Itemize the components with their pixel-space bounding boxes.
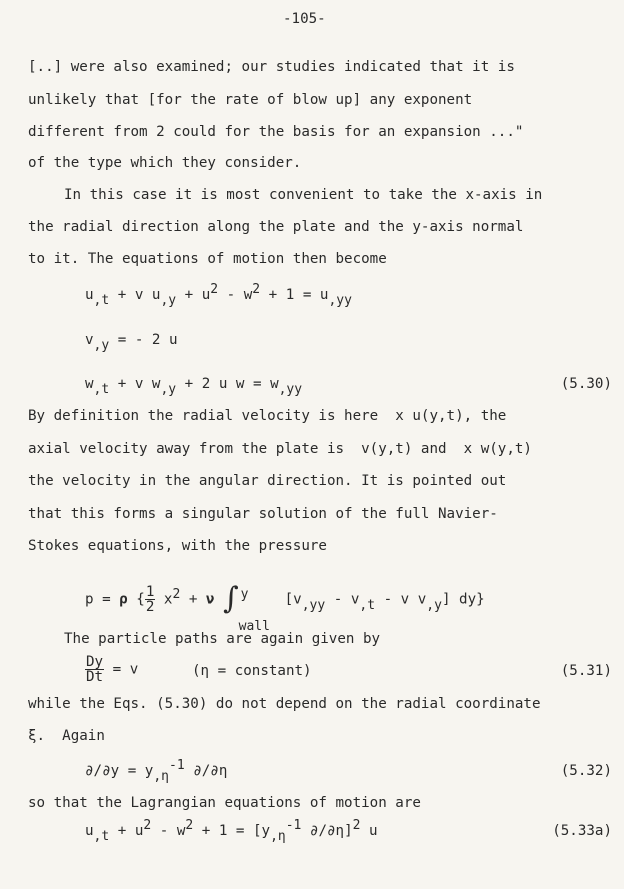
equation-number: (5.32) [560, 763, 612, 779]
equation-v: v,y = - 2 u [85, 332, 178, 353]
text-line: the radial direction along the plate and the y-axis normal [28, 219, 524, 235]
equation-derivative: ∂/∂y = y,η-1 ∂/∂η [85, 758, 228, 784]
equation-w: w,t + v w,y + 2 u w = w,yy [85, 376, 303, 397]
equation-number: (5.30) [560, 376, 612, 392]
text-line: different from 2 could for the basis for an expansion ..." [28, 124, 524, 140]
text-line: unlikely that [for the rate of blow up] any exponent [28, 92, 473, 108]
equation-lagrangian: u,t + u2 - w2 + 1 = [y,η-1 ∂/∂η]2 u [85, 818, 378, 844]
equation-note: (η = constant) [192, 663, 312, 679]
text-line: ξ. Again [28, 728, 105, 744]
equation-number: (5.31) [560, 663, 612, 679]
text-line: to it. The equations of motion then become [28, 251, 387, 267]
text-line: In this case it is most convenient to take the x-axis in [64, 187, 543, 203]
equation-pressure: p = ρ { $\frac{1}{2}$ x2 + ν ∫ y wall [v,yy - v,t - v v,y] dy} [85, 580, 485, 634]
text-line: [..] were also examined; our studies indicated that it is [28, 59, 515, 75]
text-line: of the type which they consider. [28, 155, 302, 171]
text-line: Stokes equations, with the pressure [28, 538, 327, 554]
equation-dydt: $\frac{Dy}{Dt}$ = v [86, 654, 139, 685]
equation-u: u,t + v u,y + u2 - w2 + 1 = u,yy [85, 282, 352, 308]
text-line: that this forms a singular solution of the full Navier- [28, 506, 498, 522]
text-line: so that the Lagrangian equations of motion are [28, 795, 421, 811]
equation-number: (5.33a) [552, 823, 612, 839]
text-line: while the Eqs. (5.30) do not depend on the radial coordinate [28, 696, 541, 712]
page-number: -105- [283, 11, 326, 27]
text-line: the velocity in the angular direction. It is pointed out [28, 473, 507, 489]
text-line: By definition the radial velocity is here x u(y,t), the [28, 408, 507, 424]
text-line: axial velocity away from the plate is v(y,t) and x w(y,t) [28, 441, 532, 457]
text-line: The particle paths are again given by [64, 631, 381, 647]
